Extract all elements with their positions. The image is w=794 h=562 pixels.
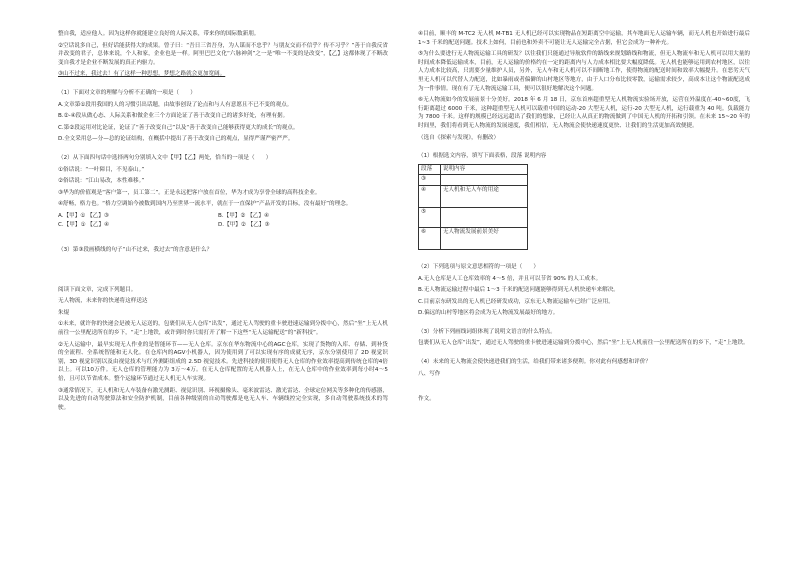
question-3: （3）第③段画横线的句子“山不过来，我过去”的含意是什么？ [58,247,213,254]
article-para-6: ⑥无人物流如今的发展前景十分美好。2018 年 6 月 18 日，京东首座超重型无人机物流实验场开放，运营在外温度在-40~60度，飞行距离超过 6000 千米，这种超重型无人机可以载重中国的运动-20 大型无人机，运行-20 大型无人机，运行载重为 40 吨。负载能力为 7800 千米。这样的规模已经远远超出了我们的想象，已经让人从真正的物流做到了中国无人机的开拓和引领。在未来 15~20 年的时间里，我们将看到无人物流的发展速度，我们相信，无人物流会使快递速度更快、让我们的生活更加高效便捷。 [418,97,750,129]
choice-a: A.【甲】① 【乙】③ [58,212,109,219]
essay-label: 作文。 [418,396,435,403]
choice-b: B.【甲】② 【乙】④ [218,212,269,219]
table-row [419,207,528,227]
question-r2: （2）下列选项与原文意思相符的一项是（ ） [418,263,540,270]
table-row [419,227,528,249]
reading-instruction: 阅读下面文章，完成下列题目。 [58,286,137,293]
paragraph-intro-end: 整自我，适应他人。因为这样你就能建立良好的人际关系，带来你的国际数新朋。 [58,31,260,37]
article-para-5: ⑤为什么要进行无人物流运输工具的研发？以往我们只能通过导航软件的路线来规划路线和物流，但无人物流车和无人机可以用大量的时间成本降低运输成本，目前，无人运输的价格约在一定的距离内与人力成本相比要大幅度降低。无人机也能够运用到农村地区，以往人力成本比较高，只需要少量维护人员，另外，无人车和无人机可以不间断地工作，使得物流的配送时间和效率大幅提升。在恶劣天气里无人机可以代替人力配送，比如暴雨或者偏僻的山村地区等地方，由于人口分布比较零散，运输需求较少，高成本让这个物流配送成为一件事情。现在有了无人物流运输工具，便可以很好地解决这个问题。 [418,51,750,92]
choice-d: D.【甲】② 【乙】③ [218,221,270,228]
table-cell: 无人机和无人车的用途 [440,185,527,207]
option-d: D.全文采用总—分—总的论证结构，在概括中提出了善于改变自己的观点，显得严谨严密严严。 [58,136,294,143]
table-answer-cell[interactable] [440,207,527,227]
paragraph-2: ②空话说多自己，但好话能获得大的成果。曾子曰：“吾日三省吾身，为人谋而不忠乎？与朋友交而不信乎？传不习乎？”善于自我反省并改变的君子，总体来说，个人和家，企业也是一样。阿里巴巴文化“六脉神剑”之一是“唯一不变的是改变”，【乙】这都体现了不断改变自我才是企业不断发展的真正内驱力。 [58,42,388,66]
question-r3: （3）分析下列画线词组体现了说明文语言的什么特点。 [418,328,556,335]
sentence-4: ④舒畅，格力也。“格力空调始今被数到国内乃至世界一流水平，就在于一直保护”产品开发的目标，没有最好”的理念。 [58,201,352,208]
sentence-1: ①俗话说：“一叶障目，不见泰山。” [58,166,145,173]
question-2: （2）从下面四句话中选择两句分别填入文中【甲】【乙】两处，恰当的一项是（ ） [58,154,272,161]
article-para-2: ②无人运输中，最早实现无人作业的是智能环节——无人仓库。京东在华东物流中心的AGC仓库，实现了货物的入库、存储、到补货的全流程、全系统智能和无人化。在仓库内的AGV小机器人，因为使用到了可以实现有序的成就无序，京东分别使用了 2D 视觉识别，3D 视觉识别以及由视觉技术与红外测距组成的 2.5D 视觉技术。先进科技的使用使得无人仓库的作业效率提高到传统仓库的4倍以上。可以10万件。无人仓库的管理能力为 3万～4万。在无人仓库配置的无人机器人上，在无人仓库中的作业效率到每小时4～5倍，且可以节省成本。整个运输环节通过无人机无人车实现。 [58,341,388,383]
question-r3-quote: 包裹们从无人仓库“出发”，通过无人驾驶的重卡驶进速运输到分拨中心，然后“坐”上无人机前往一公里配送所在的乡下，“走”上地铁。 [418,340,749,347]
question-r1: （1）根据选文内容，填写下面表格，段落 说明内容 [418,153,547,160]
answer-table [418,164,528,250]
option-d: D.偏远的山村等地区将会成为无人物流发展最好的地方。 [418,310,559,317]
article-author: 朱焜 [58,309,70,316]
section-heading-writing: 八、写作 [418,370,441,377]
sentence-3: ③华为的价值观是“客户第一，员工第二”。正是永远把客户放在首位，华为才成为享誉全球的高科技企业。 [58,189,321,196]
table-cell: 说明内容 [440,164,527,175]
option-b: B.②-④段从做心态、人际关系和做企业三个方面论证了善于改变自己的诸多好处，有理有据。 [58,113,289,120]
table-answer-cell[interactable] [440,175,527,186]
article-para-4: ④目前，顺丰的 M-TC2 无人机 M-TB1 无人机已经可以实现物品在短距离空中运输，其车地面无人运输车辆，而无人机也开始进行最后 1~3 千米的配送问题。技术上如何，目前也和外卖不可能让无人运输完全占据，但它会成为一种补充。 [418,31,750,46]
option-a: A.无人仓库是人工仓库效率的 4～5 倍，并且可以节省 90% 的人工成本。 [418,275,602,282]
option-b: B.无人物流运输过程中最后 1～3 千米的配送问题能够得到无人机快递车来解决。 [418,287,619,294]
table-cell: ⑤ [419,207,441,227]
question-1: （1）下面对文章的理解与分析不正确的一项是（ ） [58,89,196,96]
article-para-3: ③通常情况下，无人机和无人车装备有激光测距、视觉识别、环视摄像头、毫米波雷达、激光雷达、全球定位网关等多种化的传感器，以及先进的自动驾驶算法和安全防护机制，目前各种级别的自动驾驶都是电无人车、车辆线控完全实现，多自动驾驶系统技术的驾驶。 [58,387,388,411]
option-a: A.文章第①段用我国的人的习惯引出话题，由故事创设了论点和与人有意愿且不已不变的观点。 [58,101,293,108]
sentence-2: ②俗话说：“江山易改，本性难移。” [58,178,145,185]
table-header-row [419,164,528,175]
article-source: （选自《探索与发现》，有删改） [418,134,500,141]
table-row [419,185,528,207]
option-c: C.第②段运用对比论证，论证了“善于改变自己”以及“善于改变自己能够获得更大的成长”的观点。 [58,124,299,131]
question-r4: （4）未来的无人物流会使快递进我们的生活，给我们带来诸多便利。你对此有何感想和评价？ [418,359,651,366]
left-column [58,30,388,415]
table-cell: ④ [419,185,441,207]
table-cell: 无人物流发展前景美好 [440,227,527,249]
choice-options [58,212,388,229]
table-cell: 段落 [419,164,441,175]
article-para-1: ①未来，就许你的快递会是被无人运送的，包裹们从无人仓库“出发”，通过无人驾驶的重卡驶进速运输到分拨中心，然后“坐”上无人机前往一公里配送所在的乡下，“走”上地铁，或许到时你只需打开了解一下这些“无人运输配送”的“新科技”。 [58,321,388,337]
choice-c: C.【甲】① 【乙】④ [58,221,110,228]
right-column [418,30,750,407]
article-title: 无人物流，未来你的快递将这样送达 [58,298,148,305]
table-cell: ③ [419,175,441,186]
table-row [419,175,528,186]
paragraph-3: ③山不过来，我过去！有了这样一种思想，梦想之路就会更加宽阔。 [58,71,226,78]
option-c: C.目前京东研发出的无人机已经研发成功，京东无人物流运输车已经广泛应用。 [418,298,614,305]
table-cell: ⑥ [419,227,441,249]
